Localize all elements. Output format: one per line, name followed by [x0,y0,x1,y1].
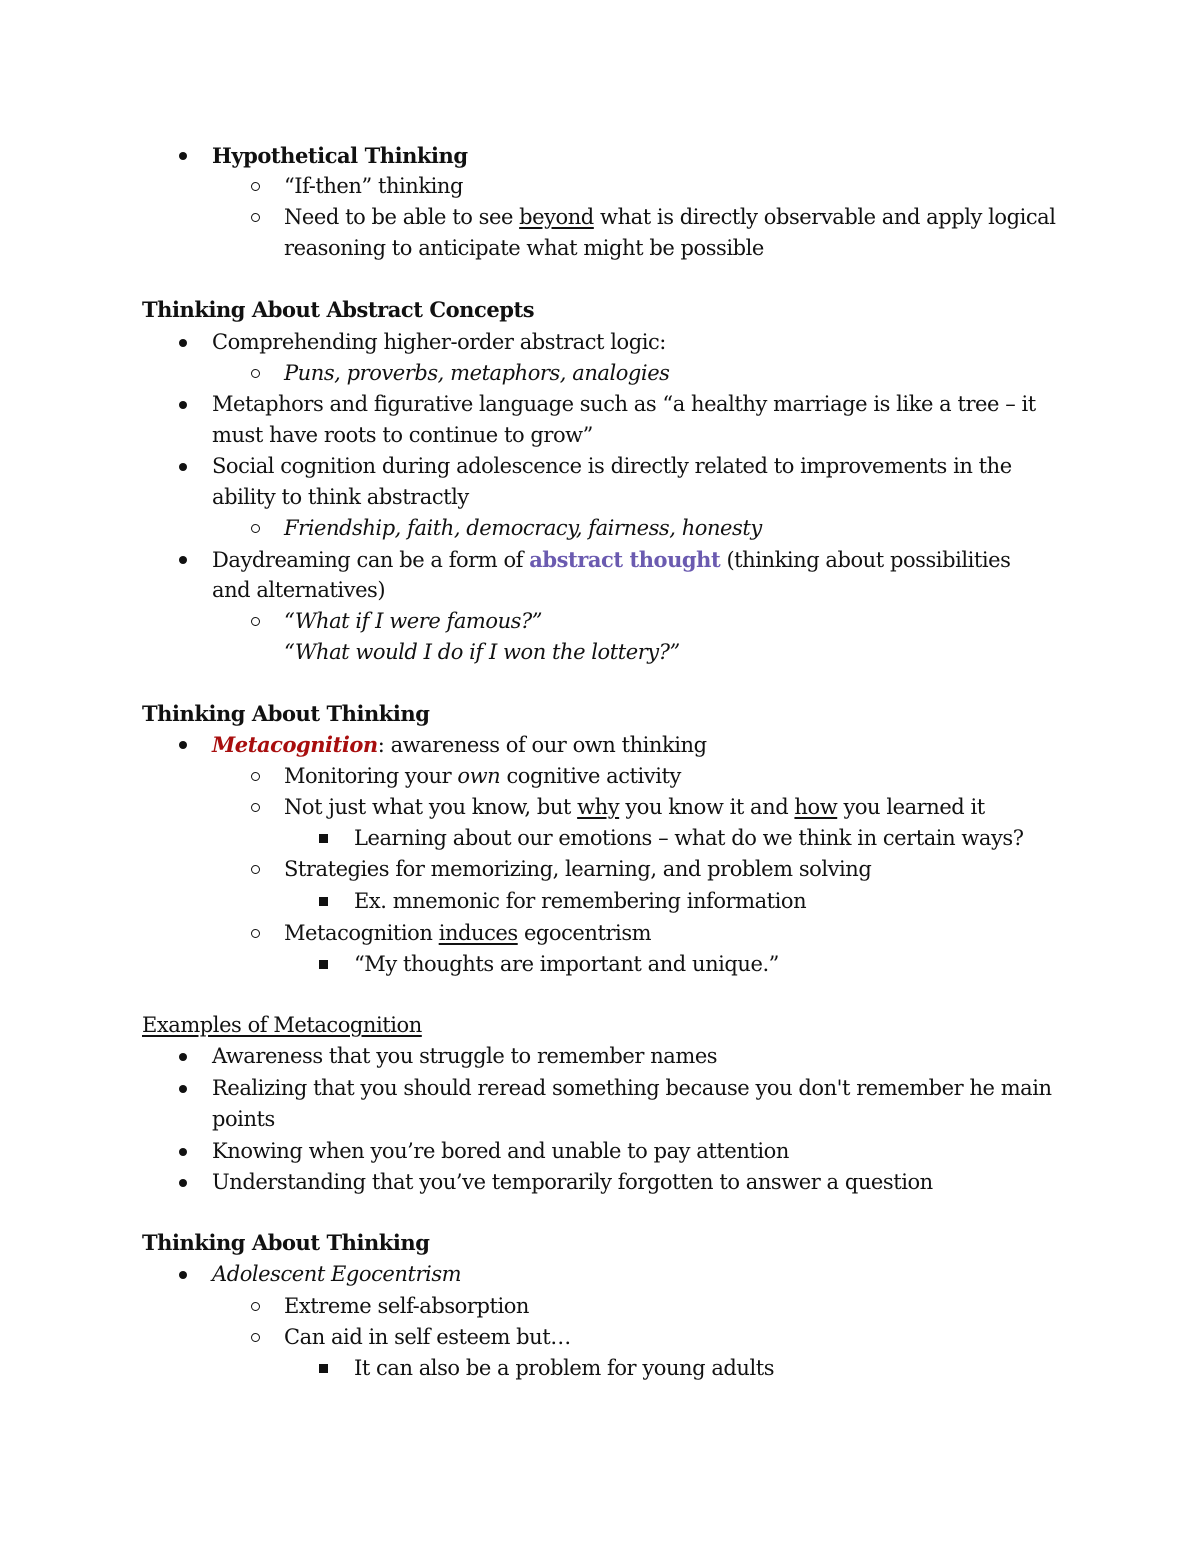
famous-quote: “What if I were famous?” [284,609,543,633]
thoughts-quote: “My thoughts are important and unique.” [354,952,779,976]
hypothetical-title: Hypothetical Thinking [212,143,468,168]
bullet-circle-icon [248,171,264,202]
monitoring-item: Monitoring your own cognitive activity [284,764,681,788]
underlined-beyond: beyond [519,205,594,229]
bullet-circle-icon [248,854,264,885]
example-item: Realizing that you should reread something because you don't remember he main [212,1076,1052,1100]
example-item: Awareness that you struggle to remember names [212,1044,718,1068]
beyond-item: Need to be able to see beyond what is directly observable and apply logical [284,205,1056,229]
bullet-circle-icon [248,358,264,389]
metacognition-item: Metacognition: awareness of our own thinking [212,732,707,757]
puns-item: Puns, proverbs, metaphors, analogies [284,361,670,385]
bullet-dot-icon [176,327,190,358]
abstract-logic-item: Comprehending higher-order abstract logic: [212,330,666,354]
strategies-item: Strategies for memorizing, learning, and problem solving [284,857,872,881]
example-item: Understanding that you’ve temporarily forgotten to answer a question [212,1170,933,1194]
bullet-circle-icon [248,792,264,823]
examples-heading: Examples of Metacognition [142,1013,422,1037]
ego-heading: Thinking About Thinking [142,1230,430,1255]
daydreaming-continued: and alternatives) [212,578,386,602]
bullet-circle-icon [248,202,264,233]
lottery-quote: “What would I do if I won the lottery?” [284,640,680,664]
self-esteem-item: Can aid in self esteem but… [284,1325,571,1349]
bullet-square-icon [316,886,332,917]
bullet-dot-icon [176,140,190,171]
metacognition-term: Metacognition [212,732,378,757]
bullet-dot-icon [176,1073,190,1104]
bullet-dot-icon [176,451,190,482]
friendship-item: Friendship, faith, democracy, fairness, honesty [284,516,762,540]
if-then-item: “If-then” thinking [284,174,463,198]
young-adults-item: It can also be a problem for young adults [354,1356,775,1380]
metaphors-item-continued: must have roots to continue to grow” [212,423,593,447]
abstract-heading: Thinking About Abstract Concepts [142,297,535,322]
bullet-square-icon [316,823,332,854]
bullet-dot-icon [176,389,190,420]
not-just-what-item: Not just what you know, but why you know it and how you learned it [284,795,985,819]
bullet-circle-icon [248,513,264,544]
mnemonic-item: Ex. mnemonic for remembering information [354,889,807,913]
bullet-circle-icon [248,918,264,949]
bullet-circle-icon [248,1291,264,1322]
emotions-item: Learning about our emotions – what do we think in certain ways? [354,826,1024,850]
bullet-circle-icon [248,761,264,792]
bullet-square-icon [316,949,332,980]
bullet-dot-icon [176,1136,190,1167]
bullet-circle-icon [248,1322,264,1353]
bullet-circle-icon [248,606,264,637]
abstract-thought-highlight: abstract thought [529,547,721,572]
bullet-dot-icon [176,729,190,760]
example-item: Knowing when you’re bored and unable to pay attention [212,1139,789,1163]
bullet-dot-icon [176,1259,190,1290]
egocentrism-item: Adolescent Egocentrism [212,1262,462,1286]
bullet-square-icon [316,1353,332,1384]
self-absorption-item: Extreme self-absorption [284,1294,529,1318]
example-item-continued: points [212,1107,275,1131]
social-cognition-item: Social cognition during adolescence is directly related to improvements in the [212,454,1012,478]
daydreaming-item: Daydreaming can be a form of abstract thought (thinking about possibilities [212,547,1011,572]
meta-heading: Thinking About Thinking [142,701,430,726]
bullet-dot-icon [176,1041,190,1072]
metaphors-item: Metaphors and figurative language such as “a healthy marriage is like a tree – it [212,392,1036,416]
social-cognition-continued: ability to think abstractly [212,485,469,509]
beyond-item-continued: reasoning to anticipate what might be possible [284,236,764,260]
induces-item: Metacognition induces egocentrism [284,921,652,945]
bullet-dot-icon [176,1167,190,1198]
bullet-dot-icon [176,544,190,575]
